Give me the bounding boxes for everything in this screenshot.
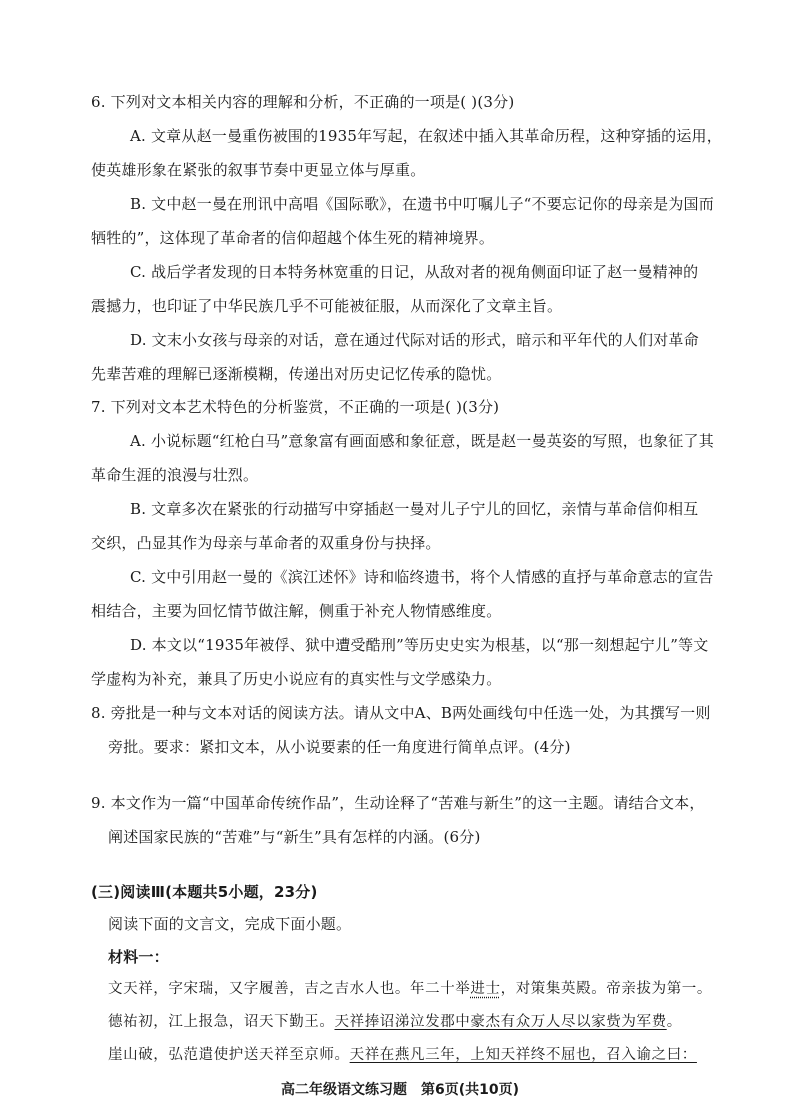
q7-option-d-line1: D. 本文以“1935年被俘、狱中遭受酷刑”等历史史实为根基，以“那一刻想起宁儿”等文 xyxy=(130,636,709,654)
q7-option-c-line2: 相结合，主要为回忆情节做注解，侧重于补充人物情感维度。 xyxy=(91,602,502,620)
classical-text-line1 xyxy=(108,979,712,999)
q7-option-a-line1: A. 小说标题“红枪白马”意象富有画面感和象征意，既是赵一曼英姿的写照，也象征了其 xyxy=(130,432,714,450)
q7-option-b-line1: B. 文章多次在紧张的行动描写中穿插赵一曼对儿子宁儿的回忆，亲情与革命信仰相互 xyxy=(130,500,699,518)
q7-option-c-line1: C. 文中引用赵一曼的《滨江述怀》诗和临终遗书，将个人情感的直抒与革命意志的宣告 xyxy=(130,568,714,586)
q8-line1: 8. 旁批是一种与文本对话的阅读方法。请从文中A、B两处画线句中任选一处，为其撰写一则 xyxy=(91,704,711,722)
underlined-sentence-a: 天祥捧诏涕泣发郡中豪杰有众万人尽以家赀为军费 xyxy=(334,1014,667,1030)
q6-stem: 6. 下列对文本相关内容的理解和分析，不正确的一项是( )(3分) xyxy=(91,93,515,111)
q7-stem: 7. 下列对文本艺术特色的分析鉴赏，不正确的一项是( )(3分) xyxy=(91,398,500,416)
q6-option-d-line2: 先辈苦难的理解已逐渐模糊，传递出对历史记忆传承的隐忧。 xyxy=(91,365,502,383)
q9-line2: 阐述国家民族的“苦难”与“新生”具有怎样的内涵。(6分) xyxy=(108,828,481,846)
classical-text-line3 xyxy=(108,1045,697,1065)
q9-line1: 9. 本文作为一篇“中国革命传统作品”，生动诠释了“苦难与新生”的这一主题。请结合文本， xyxy=(91,794,705,812)
q6-option-c-line1: C. 战后学者发现的日本特务林宽重的日记，从敌对者的视角侧面印证了赵一曼精神的 xyxy=(130,263,699,281)
classical-text-line2-a: 德祐初，江上报急，诏天下勤王。 xyxy=(108,1014,335,1030)
classical-text-line3-a: 崖山破，弘范遣使护送天祥至京师。 xyxy=(108,1047,350,1063)
classical-text-line2-c: 。 xyxy=(666,1014,682,1030)
q7-option-d-line2: 学虚构为补充，兼具了历史小说应有的真实性与文学感染力。 xyxy=(91,670,502,688)
q6-option-a-line1: A. 文章从赵一曼重伤被围的1935年写起，在叙述中插入其革命历程，这种穿插的运用， xyxy=(130,127,722,145)
classical-text-line2 xyxy=(108,1012,682,1032)
q6-option-b-line1: B. 文中赵一曼在刑讯中高唱《国际歌》，在遗书中叮嘱儿子“不要忘记你的母亲是为国而 xyxy=(130,195,714,213)
classical-text-line1-a: 文天祥，字宋瑞，又字履善，吉之吉水人也。年二十举 xyxy=(108,981,471,997)
q6-option-b-line2: 牺牲的”，这体现了革命者的信仰超越个体生死的精神境界。 xyxy=(91,229,495,247)
q6-option-c-line2: 震撼力，也印证了中华民族几乎不可能被征服，从而深化了文章主旨。 xyxy=(91,297,563,315)
material-label: 材料一： xyxy=(108,948,169,966)
section-heading xyxy=(91,882,318,902)
section-heading-text: (三)阅读Ⅲ(本题共5小题，23分) xyxy=(91,883,318,901)
page-footer: 高二年级语文练习题 第6页(共10页) xyxy=(280,1082,520,1098)
classical-text-line1-c: ，对策集英殿。帝亲拔为第一。 xyxy=(500,981,713,997)
dotted-word-jinshi: 进士 xyxy=(470,981,501,997)
q6-option-d-line1: D. 文末小女孩与母亲的对话，意在通过代际对话的形式，暗示和平年代的人们对革命 xyxy=(130,331,699,349)
q7-option-b-line2: 交织，凸显其作为母亲与革命者的双重身份与抉择。 xyxy=(91,534,441,552)
section-instruction: 阅读下面的文言文，完成下面小题。 xyxy=(108,915,352,933)
q7-option-a-line2: 革命生涯的浪漫与壮烈。 xyxy=(91,466,259,484)
underlined-sentence-b: 天祥在燕凡三年，上知天祥终不屈也，召入谕之曰： xyxy=(349,1047,697,1063)
q8-line2: 旁批。要求：紧扣文本，从小说要素的任一角度进行简单点评。(4分) xyxy=(108,738,571,756)
q6-option-a-line2: 使英雄形象在紧张的叙事节奏中更显立体与厚重。 xyxy=(91,161,426,179)
